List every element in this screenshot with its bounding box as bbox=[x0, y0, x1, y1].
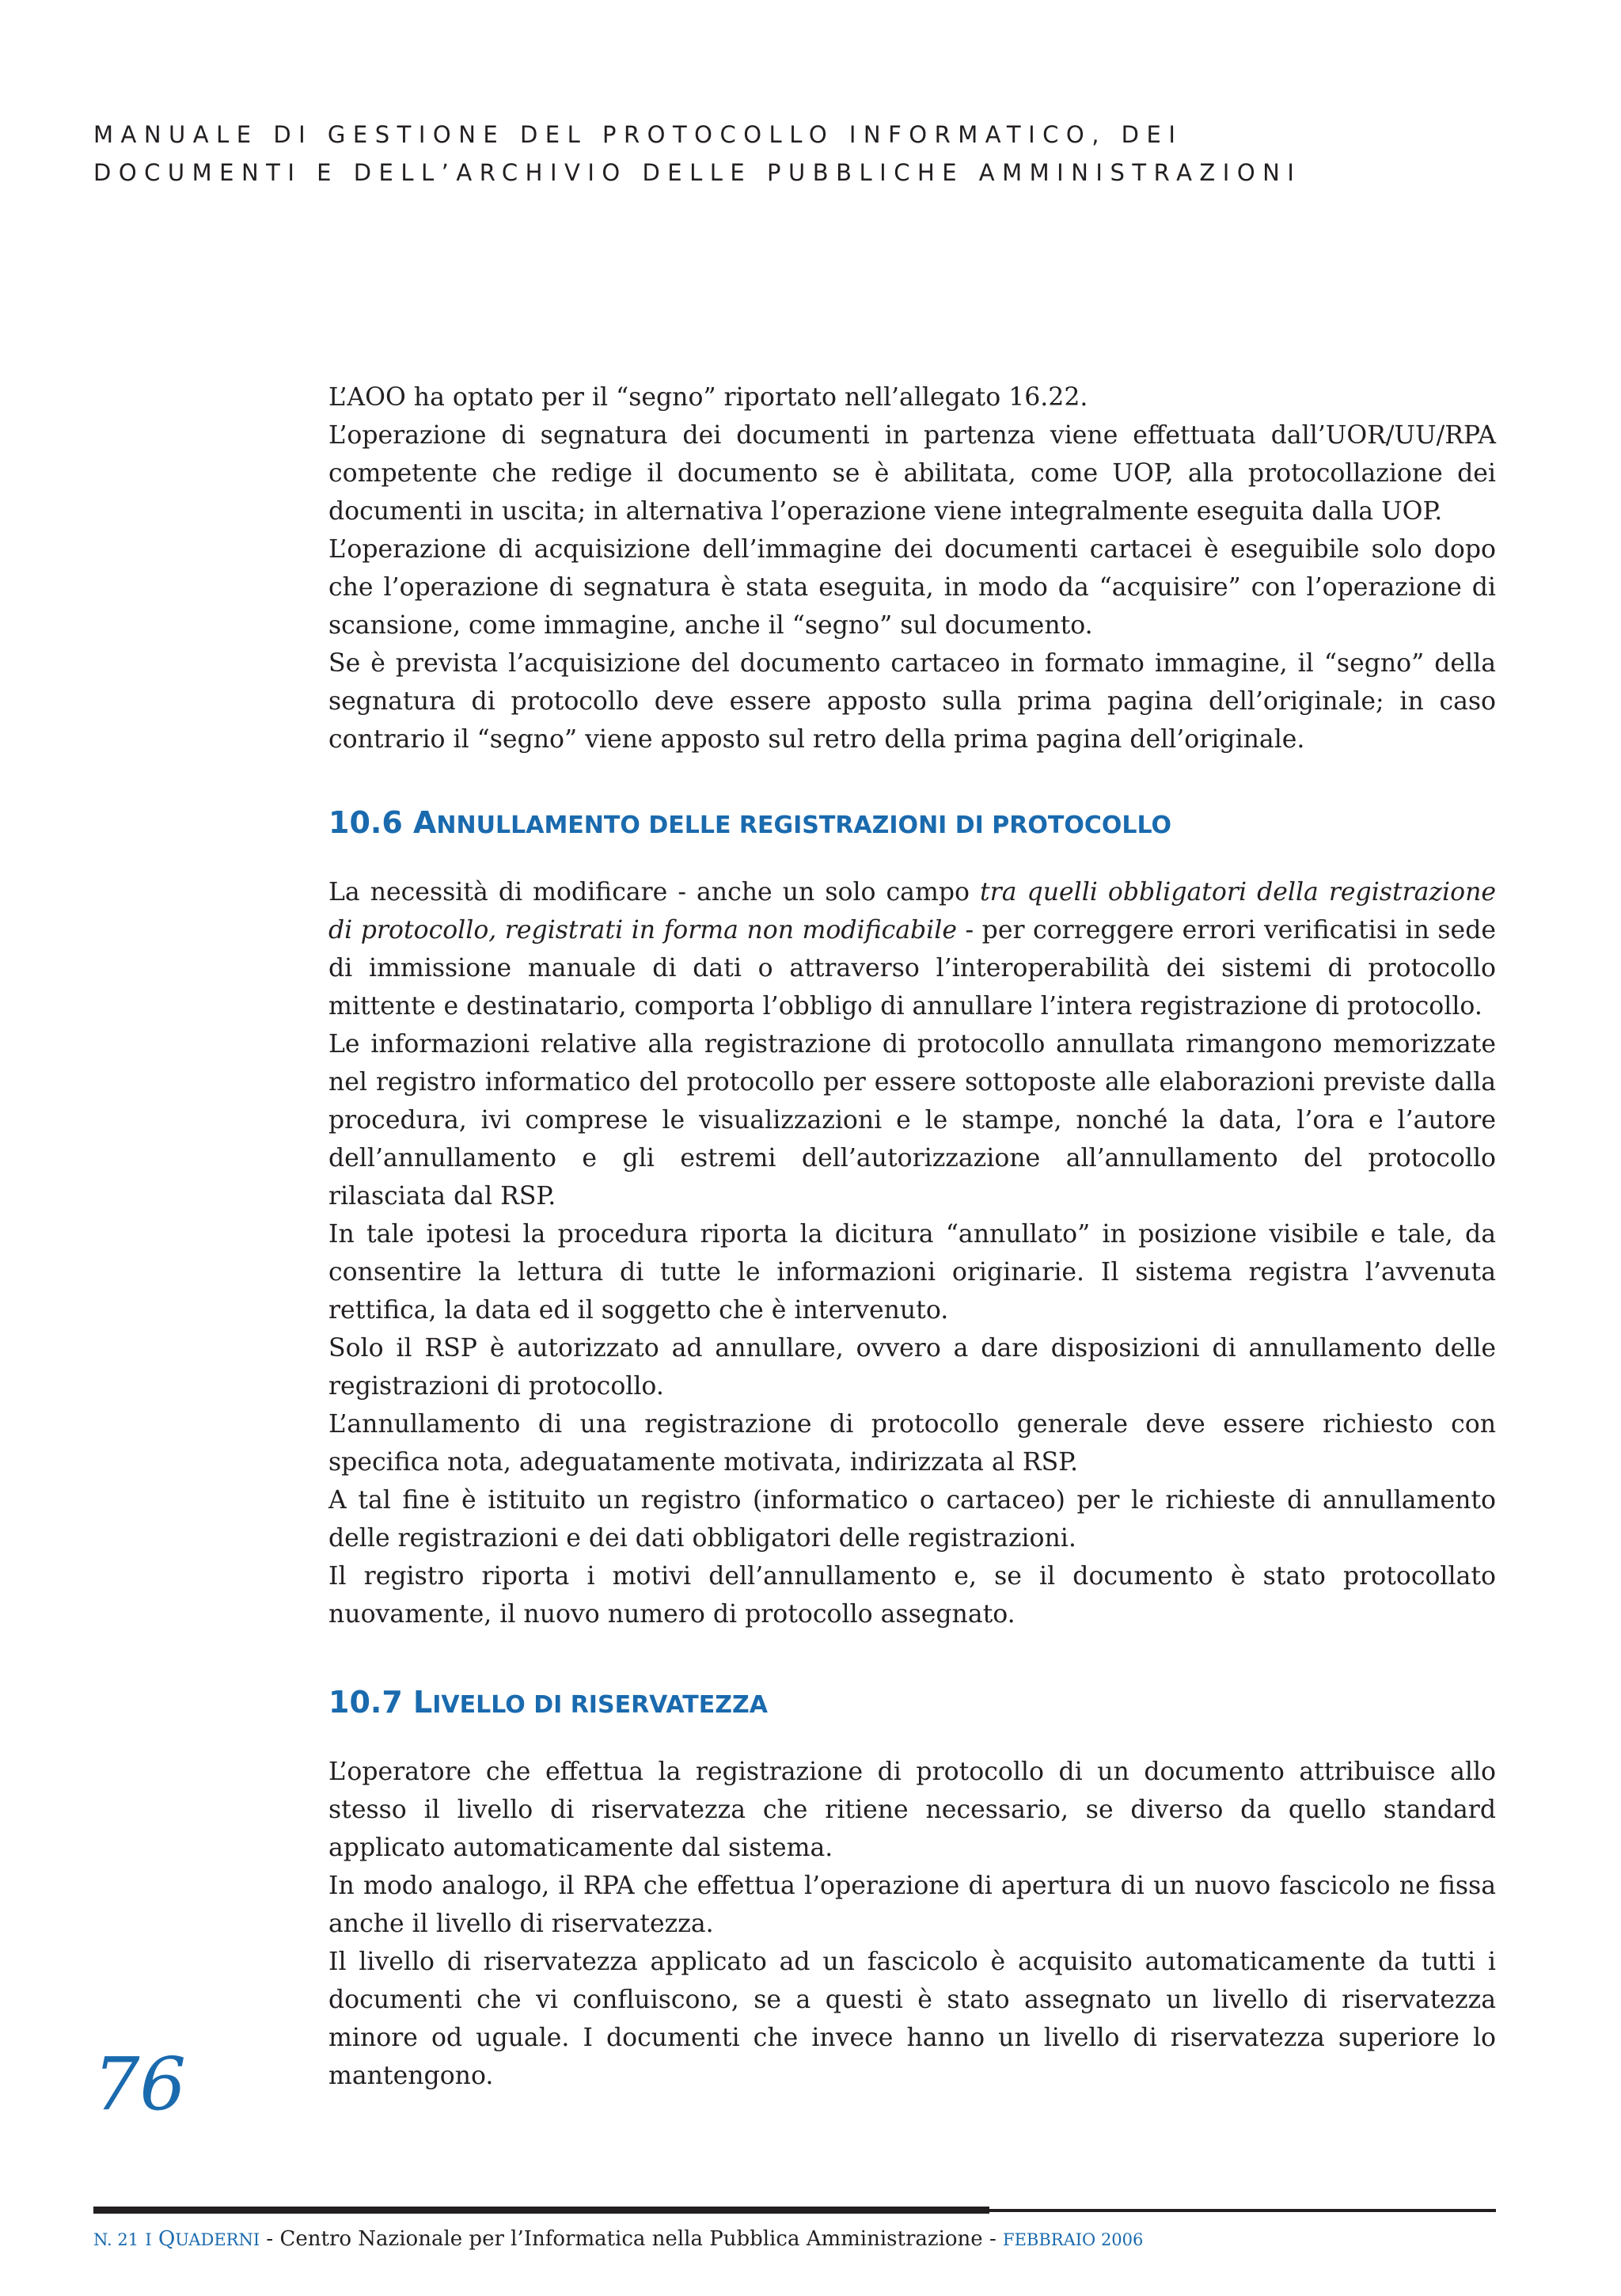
paragraph-italic-text: tra quelli obbligatori della registrazione di protocollo, registrati in forma non modificabile bbox=[328, 878, 1497, 945]
section-title-rest: NNULLAMENTO DELLE REGISTRAZIONI DI PROTOCOLLO bbox=[436, 812, 1172, 839]
footer-separator: I bbox=[145, 2230, 152, 2249]
running-header bbox=[93, 116, 1526, 192]
main-content bbox=[328, 378, 1496, 2095]
paragraph: A tal fine è istituito un registro (informatico o cartaceo) per le richieste di annullamento delle registrazioni e dei dati obbligatori delle registrazioni. bbox=[328, 1486, 1496, 1553]
section-title-rest: IVELLO DI RISERVATEZZA bbox=[432, 1691, 768, 1719]
footer-series-initial: Q bbox=[158, 2227, 176, 2251]
footer-issue: N. 21 bbox=[93, 2230, 139, 2249]
paragraph: Il livello di riservatezza applicato ad un fascicolo è acquisito automaticamente da tutti i documenti che vi confluiscono, se a questi è stato assegnato un livello di riservatezza minore od uguale. I documenti che invece hanno un livello di riservatezza superiore lo mantengono. bbox=[328, 1948, 1496, 2090]
page-number: 76 bbox=[93, 2042, 187, 2127]
section-heading-10-6 bbox=[328, 804, 1496, 845]
paragraph-text: La necessità di modificare - anche un solo campo bbox=[328, 878, 980, 907]
paragraph: In modo analogo, il RPA che effettua l’operazione di apertura di un nuovo fascicolo ne fissa anche il livello di riservatezza. bbox=[328, 1872, 1496, 1938]
paragraph: L’annullamento di una registrazione di protocollo generale deve essere richiesto con specifica nota, adeguatamente motivata, indirizzata al RSP. bbox=[328, 1410, 1496, 1477]
footer-dash: - bbox=[982, 2227, 1004, 2251]
footer-publisher: Centro Nazionale per l’Informatica nella Pubblica Amministrazione bbox=[279, 2227, 983, 2251]
paragraph: L’operazione di acquisizione dell’immagine dei documenti cartacei è eseguibile solo dopo che l’operazione di segnatura è stata eseguita, in modo da “acquisire” con l’operazione di scansione, come immagine, anche il “segno” sul documento. bbox=[328, 535, 1496, 640]
paragraph: L’AOO ha optato per il “segno” riportato nell’allegato 16.22. bbox=[328, 383, 1088, 412]
footer-date: FEBBRAIO 2006 bbox=[1003, 2230, 1144, 2249]
section-heading-10-7 bbox=[328, 1683, 1496, 1724]
page-footer bbox=[93, 2223, 1496, 2256]
paragraph: Solo il RSP è autorizzato ad annullare, ovvero a dare disposizioni di annullamento delle registrazioni di protocollo. bbox=[328, 1334, 1496, 1401]
paragraph: In tale ipotesi la procedura riporta la dicitura “annullato” in posizione visibile e tale, da consentire la lettura di tutte le informazioni originarie. Il sistema registra l’avvenuta rettifica, la data ed il soggetto che è intervenuto. bbox=[328, 1220, 1496, 1325]
paragraph: Il registro riporta i motivi dell’annullamento e, se il documento è stato protocollato nuovamente, il nuovo numero di protocollo assegnato. bbox=[328, 1562, 1496, 1629]
paragraph: L’operatore che effettua la registrazione di protocollo di un documento attribuisce allo stesso il livello di riservatezza che ritiene necessario, se diverso da quello standard applicato automaticamente dal sistema. bbox=[328, 1758, 1496, 1862]
section-number: 10.7 bbox=[328, 1685, 403, 1720]
section-title-initial: L bbox=[413, 1685, 433, 1720]
section-number: 10.6 bbox=[328, 805, 403, 840]
paragraph bbox=[328, 873, 1496, 1025]
paragraph: Se è prevista l’acquisizione del documento cartaceo in formato immagine, il “segno” della segnatura di protocollo deve essere apposto sulla prima pagina dell’originale; in caso contrario il “segno” viene apposto sul retro della prima pagina dell’originale. bbox=[328, 649, 1496, 754]
running-header-line-2: DOCUMENTI E DELL’ARCHIVIO DELLE PUBBLICHE AMMINISTRAZIONI bbox=[93, 159, 1302, 186]
footer-accent-bar bbox=[93, 2207, 989, 2214]
running-header-line-1: MANUALE DI GESTIONE DEL PROTOCOLLO INFORMATICO, DEI bbox=[93, 121, 1183, 148]
paragraph: L’operazione di segnatura dei documenti in partenza viene effettuata dall’UOR/UU/RPA competente che redige il documento se è abilitata, come UOP, alla protocollazione dei documenti in uscita; in alternativa l’operazione viene integralmente eseguita dalla UOP. bbox=[328, 421, 1496, 526]
footer-dash: - bbox=[260, 2227, 280, 2251]
section-title-initial: A bbox=[413, 805, 437, 840]
footer-series-rest: UADERNI bbox=[175, 2230, 260, 2249]
paragraph-text: - per correggere errori verificatisi in sede di immissione manuale di dati o attraverso l’interoperabilità dei sistemi di protocollo mittente e destinatario, comporta l’obbligo di annullare l’intera registrazione di protocollo. bbox=[328, 916, 1496, 1021]
paragraph: Le informazioni relative alla registrazione di protocollo annullata rimangono memorizzate nel registro informatico del protocollo per essere sottoposte alle elaborazioni previste dalla procedura, ivi comprese le visualizzazioni e le stampe, nonché la data, l’ora e l’autore dell’annullamento e gli estremi dell’autorizzazione all’annullamento del protocollo rilasciata dal RSP. bbox=[328, 1030, 1496, 1211]
